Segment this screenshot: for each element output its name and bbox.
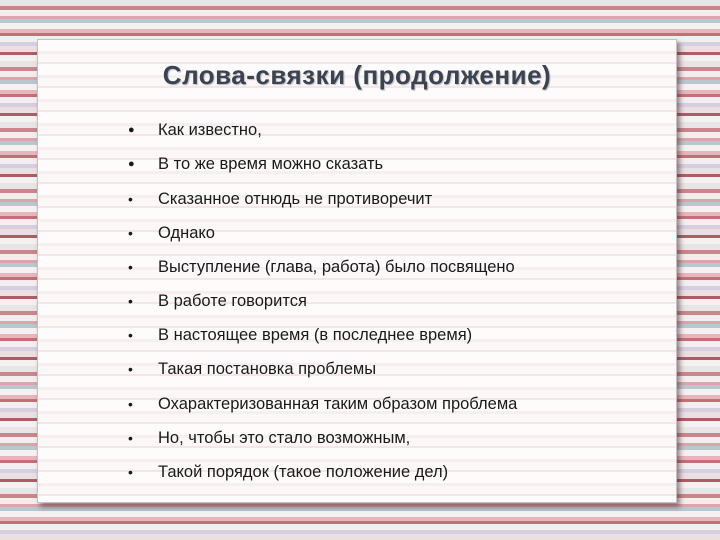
list-item-text: Однако [158,224,215,242]
bullet-dot-icon: • [128,430,133,446]
bullet-dot-icon: • [128,361,133,377]
list-item-text: В то же время можно сказать [158,155,384,173]
slide [37,39,677,503]
bullet-dot-icon: • [128,225,133,241]
list-item-text: Такая постановка проблемы [158,360,377,378]
list-item-text: В настоящее время (в последнее время) [158,326,473,344]
bullet-dot-icon: • [128,396,133,412]
bullet-dot-icon: • [128,259,133,275]
list-item-text: Как известно, [158,121,262,139]
slide-title: Слова-связки (продолжение) [162,60,552,90]
list-item-text: Сказанное отнюдь не противоречит [158,190,433,208]
list-item-text: Такой порядок (такое положение дел) [158,463,449,481]
list-item-text: Выступление (глава, работа) было посвящено [158,258,515,276]
bullet-dot-icon: • [128,327,133,343]
list-item-text: Охарактеризованная таким образом проблема [158,395,518,413]
list-item-text: Но, чтобы это стало возможным, [158,429,411,447]
list-item-text: В работе говорится [158,292,307,310]
bullet-dot-icon: • [128,191,133,207]
bullet-dot-icon: ● [128,158,135,170]
bullet-dot-icon: • [128,293,133,309]
bullet-dot-icon: • [128,464,133,480]
bullet-dot-icon: ● [128,124,135,136]
